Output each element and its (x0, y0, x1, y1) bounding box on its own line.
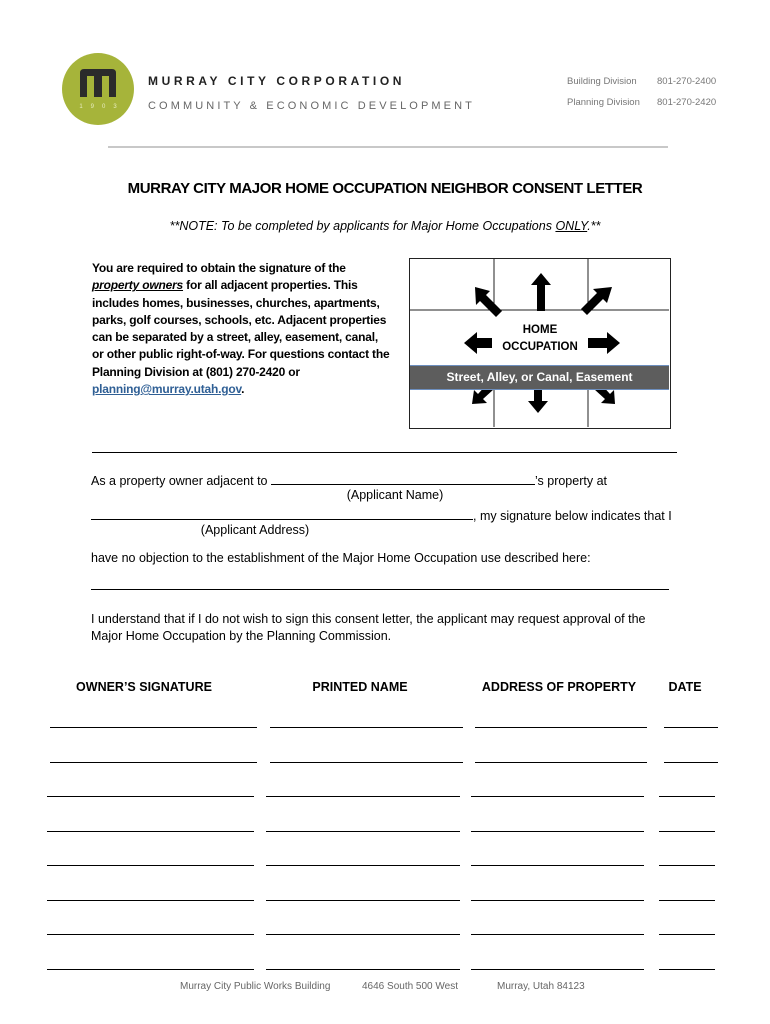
email-link[interactable]: planning@murray.utah.gov (92, 382, 242, 397)
printed-name-field[interactable] (266, 865, 460, 866)
property-address-field[interactable] (471, 969, 644, 970)
column-header-printed-name: PRINTED NAME (312, 680, 408, 694)
footer-building: Murray City Public Works Building (180, 981, 331, 992)
owner-signature-field[interactable] (47, 969, 254, 970)
owner-signature-field[interactable] (47, 900, 254, 901)
contact-division: Planning Division (567, 97, 640, 108)
footer-city: Murray, Utah 84123 (497, 981, 585, 992)
property-address-field[interactable] (475, 727, 647, 728)
property-address-field[interactable] (471, 796, 644, 797)
intro-text: . (241, 382, 245, 397)
street-band: Street, Alley, or Canal, Easement (410, 365, 669, 390)
printed-name-field[interactable] (270, 762, 463, 763)
owner-signature-field[interactable] (47, 865, 254, 866)
date-field[interactable] (659, 796, 715, 797)
date-field[interactable] (664, 762, 718, 763)
date-field[interactable] (659, 934, 715, 935)
column-header-date: DATE (668, 680, 702, 694)
note-text: **NOTE: To be completed by applicants for Major Home Occupations (169, 219, 556, 233)
contact-division: Building Division (567, 76, 637, 87)
date-field[interactable] (659, 900, 715, 901)
owner-signature-field[interactable] (50, 727, 257, 728)
column-header-address: ADDRESS OF PROPERTY (481, 680, 637, 694)
date-field[interactable] (659, 969, 715, 970)
applicant-address-caption: (Applicant Address) (200, 523, 310, 537)
printed-name-field[interactable] (266, 934, 460, 935)
property-address-field[interactable] (475, 762, 647, 763)
intro-text: for all adjacent properties. This includes homes, businesses, churches, apartments, parks, golf courses, schools, etc. Adjacent properties can be separated by a street, alley, easement, canal, or other public right-of-way. For questions contact the Planning Division at (801) 270-2420 or (92, 278, 390, 379)
printed-name-field[interactable] (266, 969, 460, 970)
owner-signature-field[interactable] (47, 831, 254, 832)
statement-line-3: have no objection to the establishment of the Major Home Occupation use described here: (91, 551, 591, 565)
footer-street: 4646 South 500 West (362, 981, 458, 992)
document-title: MURRAY CITY MAJOR HOME OCCUPATION NEIGHBOR CONSENT LETTER (127, 180, 643, 197)
statement-text: As a property owner adjacent to (91, 474, 271, 488)
applicant-name-caption: (Applicant Name) (346, 488, 444, 502)
property-address-field[interactable] (471, 831, 644, 832)
owner-signature-field[interactable] (50, 762, 257, 763)
column-header-signature: OWNER’S SIGNATURE (76, 680, 212, 694)
intro-text: You are required to obtain the signature of the (92, 261, 346, 275)
department-name: COMMUNITY & ECONOMIC DEVELOPMENT (148, 100, 475, 112)
note-suffix: .** (587, 219, 601, 233)
property-address-field[interactable] (471, 934, 644, 935)
organization-name: MURRAY CITY CORPORATION (148, 74, 406, 88)
printed-name-field[interactable] (266, 900, 460, 901)
printed-name-field[interactable] (266, 796, 460, 797)
understanding-line-1: I understand that if I do not wish to sign this consent letter, the applicant may request approval of the (91, 612, 646, 626)
printed-name-field[interactable] (266, 831, 460, 832)
understanding-line-2: Major Home Occupation by the Planning Commission. (91, 629, 392, 643)
home-label-line: HOME (522, 324, 558, 336)
owner-signature-field[interactable] (47, 934, 254, 935)
date-field[interactable] (664, 727, 718, 728)
property-address-field[interactable] (471, 865, 644, 866)
home-label-line: OCCUPATION (502, 341, 578, 353)
statement-text: , my signature below indicates that I (473, 509, 672, 523)
note-emphasis: ONLY (555, 219, 588, 233)
owner-signature-field[interactable] (47, 796, 254, 797)
date-field[interactable] (659, 831, 715, 832)
contact-phone: 801-270-2400 (657, 76, 717, 87)
intro-emphasis: property owners (92, 278, 184, 293)
statement-text: ’s property at (534, 474, 607, 488)
logo-year: 1903 (79, 104, 125, 110)
contact-phone: 801-270-2420 (657, 97, 717, 108)
date-field[interactable] (659, 865, 715, 866)
property-address-field[interactable] (471, 900, 644, 901)
printed-name-field[interactable] (270, 727, 463, 728)
